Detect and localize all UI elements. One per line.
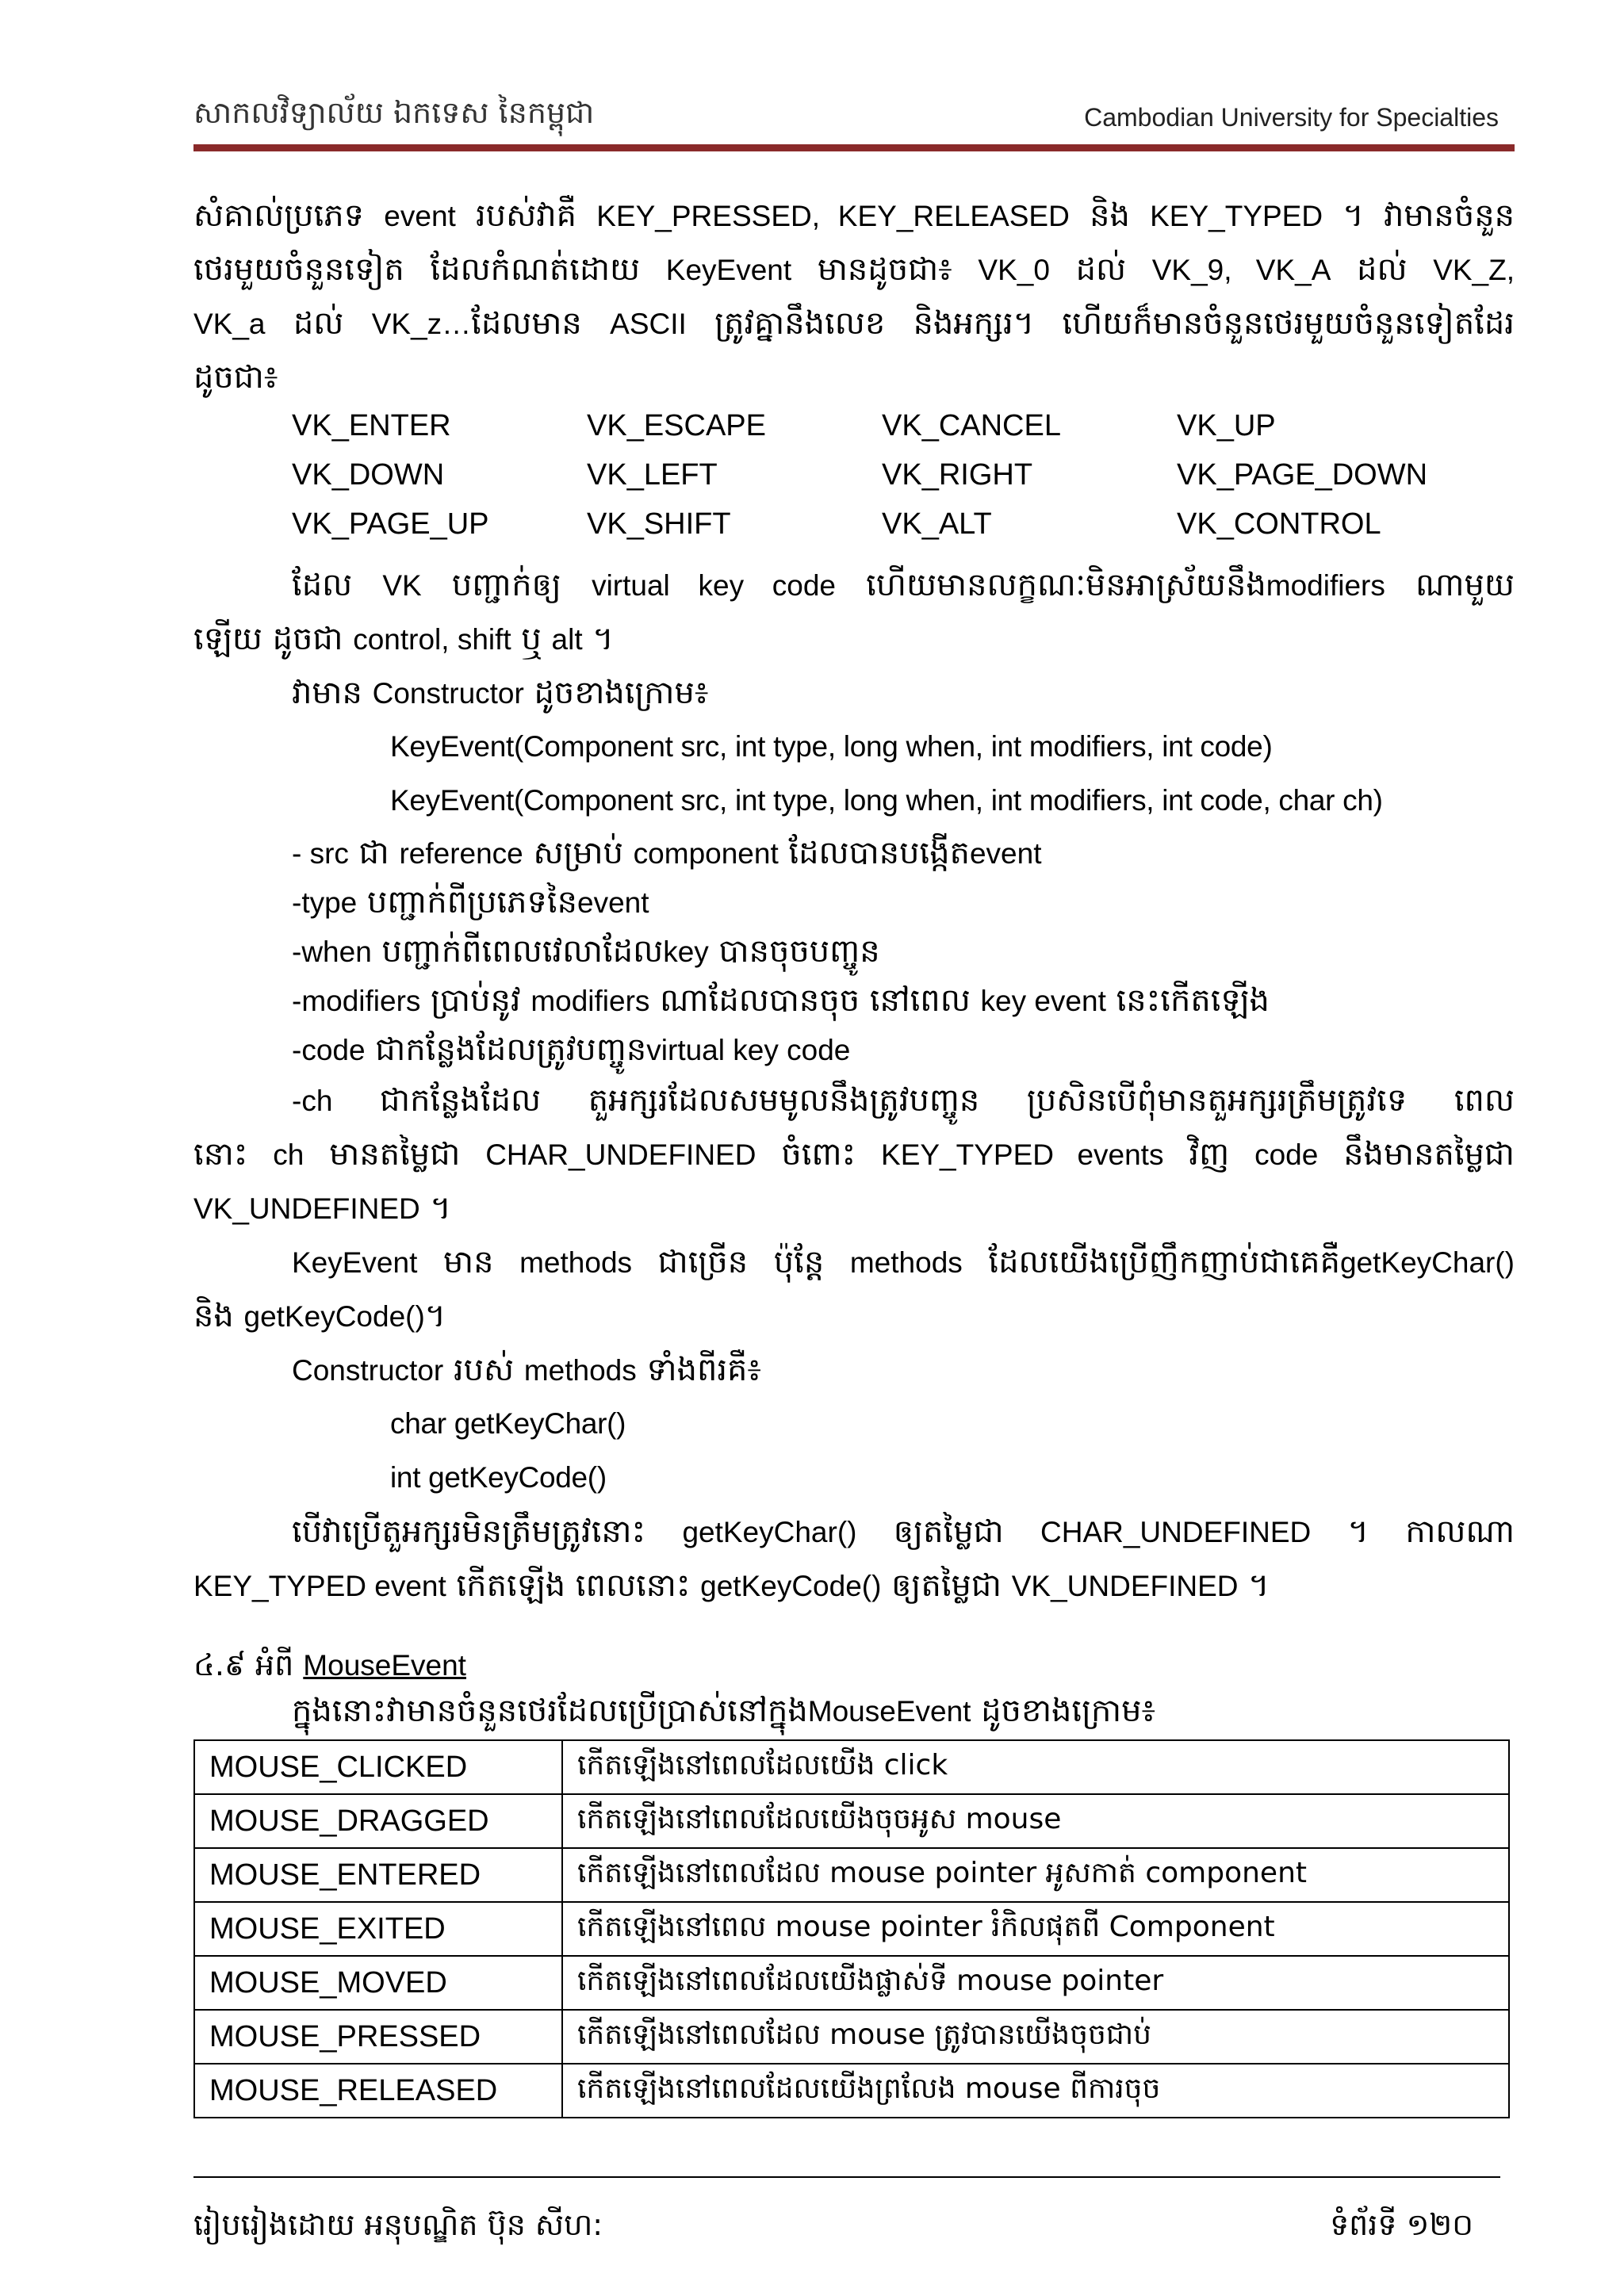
param-code <box>292 1023 850 1077</box>
para4-line1 <box>292 1073 1515 1128</box>
vk-cell: VK_RIGHT <box>882 458 1033 492</box>
text: ដែលយើងប្រើញឹកញាប់ជាគេគឺ <box>962 1244 1340 1280</box>
method-signature: char getKeyChar() <box>390 1407 626 1440</box>
text: -modifiers <box>292 985 421 1017</box>
text: getKeyCode() <box>243 1300 425 1333</box>
text: ជាច្រើន ប៉ុន្តែ <box>632 1244 850 1280</box>
footer-author: រៀបរៀងដោយ អនុបណ្ឌិត ប៊ុន សីហ: <box>193 2207 603 2242</box>
text: -type <box>292 886 358 919</box>
text: -code <box>292 1034 366 1066</box>
text: ។ <box>582 621 614 657</box>
para6 <box>292 1343 761 1398</box>
text: methods <box>519 1246 633 1279</box>
text: getKeyChar() <box>1339 1246 1515 1279</box>
para1-line4: ដូចជា៖ <box>193 359 278 396</box>
text: ដែលមាន <box>471 305 611 342</box>
text: ៤.៩ អំពី <box>193 1647 304 1682</box>
text: virtual key code <box>592 569 837 602</box>
text: ថេរមួយចំនួនទៀត ដែលកំណត់ដោយ <box>193 251 666 288</box>
vk-cell: VK_UP <box>1177 409 1276 442</box>
text: Constructor <box>372 677 524 710</box>
constructor-signature: KeyEvent(Component src, int type, long when, int modifiers, int code) <box>390 730 1273 763</box>
text: CHAR_UNDEFINED <box>1040 1516 1312 1548</box>
text: ឬ <box>511 621 552 657</box>
table-row <box>194 2010 1509 2064</box>
text: VK_z… <box>371 308 472 340</box>
para1-line3 <box>193 297 1515 351</box>
param-when <box>292 924 880 979</box>
text: ហើយមានលក្ខណៈមិនអាស្រ័យនឹង <box>836 567 1266 603</box>
text: methods <box>849 1246 963 1279</box>
text: -ch <box>292 1085 333 1117</box>
event-name: MOUSE_PRESSED <box>194 2010 562 2064</box>
event-name: MOUSE_EXITED <box>194 1902 562 1956</box>
text: ឡើយ ដូចជា <box>193 621 354 657</box>
text: getKeyCode() <box>700 1570 882 1602</box>
text: Constructor <box>292 1354 444 1387</box>
para3 <box>292 666 708 721</box>
text: ត្រូវគ្នានឹងលេខ និងអក្សរ។ ហើយក៏មានចំនួនថេរមួយចំនួនទៀតដែរ <box>686 305 1515 342</box>
text: modifiers <box>1266 569 1385 602</box>
table-row <box>194 1794 1509 1848</box>
vk-cell: VK_LEFT <box>587 458 718 492</box>
text: event <box>969 837 1042 870</box>
text: CHAR_UNDEFINED <box>485 1138 756 1171</box>
vk-cell: VK_ENTER <box>292 409 451 442</box>
text: ប្រាប់នូវ <box>420 982 531 1019</box>
event-description: កើតឡើងនៅពេលដែលយើងព្រលែង mouse ពីការចុច <box>562 2064 1509 2118</box>
event-name: MOUSE_CLICKED <box>194 1740 562 1794</box>
text: -when <box>292 936 372 968</box>
text: control, shift <box>353 623 511 656</box>
header-university-khmer: សាកលវិទ្យាល័យ ឯកទេស នៃកម្ពុជា <box>193 95 595 130</box>
header-university-english: Cambodian University for Specialties <box>1084 103 1499 132</box>
para1-line2 <box>193 243 1515 297</box>
text: MouseEvent <box>303 1649 466 1682</box>
text: ដែលបានបង្កើត <box>778 835 970 871</box>
text: virtual key code <box>646 1034 851 1066</box>
text: ដែល <box>292 567 383 603</box>
text: ដល់ <box>1331 251 1434 288</box>
text: ។ <box>424 1298 446 1334</box>
text: MouseEvent <box>807 1695 971 1728</box>
event-description: កើតឡើងនៅពេល mouse pointer រំកិលផុតពី Component <box>562 1902 1509 1956</box>
text: ឲ្យតម្លៃជា <box>881 1567 1012 1604</box>
text: ch <box>273 1138 304 1171</box>
text: event <box>384 200 456 232</box>
para2-line1 <box>292 558 1515 613</box>
text: component <box>633 837 779 870</box>
text: ចំពោះ <box>756 1136 882 1173</box>
vk-cell: VK_DOWN <box>292 458 445 492</box>
page-number: ទំព័រទី ១២០ <box>1330 2207 1473 2242</box>
text: មានតម្លៃជា <box>304 1136 486 1173</box>
para5-line2 <box>193 1289 446 1344</box>
text: KEY_PRESSED, KEY_RELEASED <box>596 200 1070 232</box>
text: ។ <box>1238 1567 1270 1604</box>
text: បញ្ជាក់ឲ្យ <box>421 567 592 603</box>
vk-cell: VK_ESCAPE <box>587 409 766 442</box>
method-signature: int getKeyCode() <box>390 1461 607 1494</box>
text: និង <box>193 1298 244 1334</box>
para7-line1 <box>292 1505 1515 1559</box>
text: key event <box>980 985 1106 1017</box>
text: ជាកន្លែងដែលត្រូវបញ្ចូន <box>365 1031 647 1068</box>
event-name: MOUSE_ENTERED <box>194 1848 562 1902</box>
text: KeyEvent <box>665 254 792 286</box>
header-rule <box>193 144 1515 151</box>
text: បញ្ជាក់ពីពេលវេលាដែល <box>371 933 664 970</box>
text: getKeyChar() <box>682 1516 857 1548</box>
text: ដល់ <box>265 305 372 342</box>
event-name: MOUSE_MOVED <box>194 1956 562 2010</box>
para1-line1 <box>193 189 1515 243</box>
text: សំគាល់ប្រភេទ <box>193 197 385 234</box>
param-modifiers <box>292 974 1270 1028</box>
text: VK_UNDEFINED <box>193 1192 420 1225</box>
text: ។ <box>419 1190 451 1226</box>
text: មានដូចជា៖ <box>791 251 979 288</box>
text: key <box>663 936 709 968</box>
vk-cell: VK_CANCEL <box>882 409 1061 442</box>
text: ។ កាលណា <box>1311 1513 1515 1550</box>
text: ឲ្យតម្លៃជា <box>856 1513 1041 1550</box>
text: ណាដែលបានចុច នៅពេល <box>649 982 981 1019</box>
vk-cell: VK_PAGE_DOWN <box>1177 458 1428 492</box>
table-row <box>194 1848 1509 1902</box>
text: ទាំងពីរគឺ៖ <box>636 1352 762 1388</box>
event-description: កើតឡើងនៅពេលដែល mouse ត្រូវបានយើងចុចជាប់ <box>562 2010 1509 2064</box>
text: KeyEvent <box>292 1246 418 1279</box>
text: នេះកើតឡើង <box>1105 982 1270 1019</box>
table-row <box>194 1740 1509 1794</box>
table-row <box>194 1902 1509 1956</box>
text: VK_0 <box>978 254 1050 286</box>
text: ជាកន្លែងដែល តួអក្សរដែលសមមូលនឹងត្រូវបញ្ចូន ប្រសិនបើពុំមានតួអក្សរត្រឹមត្រូវទេ ពេល <box>332 1082 1515 1119</box>
text: VK_UNDEFINED <box>1011 1570 1239 1602</box>
text: ដូចខាងក្រោម៖ <box>971 1693 1156 1729</box>
text: បញ្ជាក់ពីប្រភេទនៃ <box>357 884 578 920</box>
param-src <box>292 826 1042 881</box>
text: បើវាប្រើតួអក្សរមិនត្រឹមត្រូវនោះ <box>292 1513 683 1550</box>
text: KEY_TYPED event <box>193 1570 446 1602</box>
text: methods <box>523 1354 637 1387</box>
section-intro <box>292 1684 1155 1739</box>
text: វិញ <box>1163 1136 1255 1173</box>
vk-cell: VK_CONTROL <box>1177 507 1381 541</box>
text: VK_9, VK_A <box>1151 254 1331 286</box>
text: ASCII <box>610 308 687 340</box>
text: ក្នុងនោះវាមានចំនួនថេរដែលប្រើប្រាស់នៅក្នុង <box>292 1693 808 1729</box>
text: នឹងមានតម្លៃជា <box>1318 1136 1515 1173</box>
footer-rule <box>193 2176 1500 2178</box>
text: code <box>1254 1138 1319 1171</box>
text: របស់វាគឺ <box>455 197 597 234</box>
mouse-event-table <box>193 1739 1510 2118</box>
table-row <box>194 1956 1509 2010</box>
text: VK <box>382 569 422 602</box>
table-row <box>194 2064 1509 2118</box>
vk-cell: VK_SHIFT <box>587 507 731 541</box>
text: - src <box>292 837 349 870</box>
event-description: កើតឡើងនៅពេលដែលយើងចុចអូស mouse <box>562 1794 1509 1848</box>
text: ដល់ <box>1049 251 1152 288</box>
para4-line3 <box>193 1181 451 1236</box>
para4-line2 <box>193 1127 1515 1182</box>
text: KEY_TYPED events <box>881 1138 1164 1171</box>
text: វាមាន <box>292 675 373 711</box>
text: event <box>577 886 649 919</box>
text: KEY_TYPED <box>1150 200 1323 232</box>
param-type <box>292 875 649 930</box>
event-description: កើតឡើងនៅពេលដែលយើងផ្លាស់ទី mouse pointer <box>562 1956 1509 2010</box>
text: បានចុចបញ្ចូន <box>708 933 880 970</box>
event-name: MOUSE_RELEASED <box>194 2064 562 2118</box>
vk-cell: VK_PAGE_UP <box>292 507 489 541</box>
text: VK_Z, <box>1433 254 1515 286</box>
text: reference <box>399 837 523 870</box>
para2-line2 <box>193 612 614 667</box>
constructor-signature: KeyEvent(Component src, int type, long when, int modifiers, int code, char ch) <box>390 784 1383 817</box>
text: និង <box>1069 197 1151 234</box>
vk-cell: VK_ALT <box>882 507 992 541</box>
event-name: MOUSE_DRAGGED <box>194 1794 562 1848</box>
para5-line1 <box>292 1235 1515 1290</box>
text: នោះ <box>193 1136 274 1173</box>
para7-line2 <box>193 1559 1270 1613</box>
event-description: កើតឡើងនៅពេលដែលយើង click <box>562 1740 1509 1794</box>
text: alt <box>551 623 583 656</box>
text: មាន <box>417 1244 520 1280</box>
text: ណាមួយ <box>1385 567 1515 603</box>
event-description: កើតឡើងនៅពេលដែល mouse pointer អូសកាត់ component <box>562 1848 1509 1902</box>
text: modifiers <box>530 985 650 1017</box>
text: សម្រាប់ <box>523 835 634 871</box>
text: ដូចខាងក្រោម៖ <box>523 675 709 711</box>
text: កើតឡើង ពេលនោះ <box>446 1567 701 1604</box>
text: របស់ <box>443 1352 524 1388</box>
text: ជា <box>348 835 400 871</box>
text: VK_a <box>193 308 266 340</box>
text: ។ វាមានចំនួន <box>1323 197 1515 234</box>
